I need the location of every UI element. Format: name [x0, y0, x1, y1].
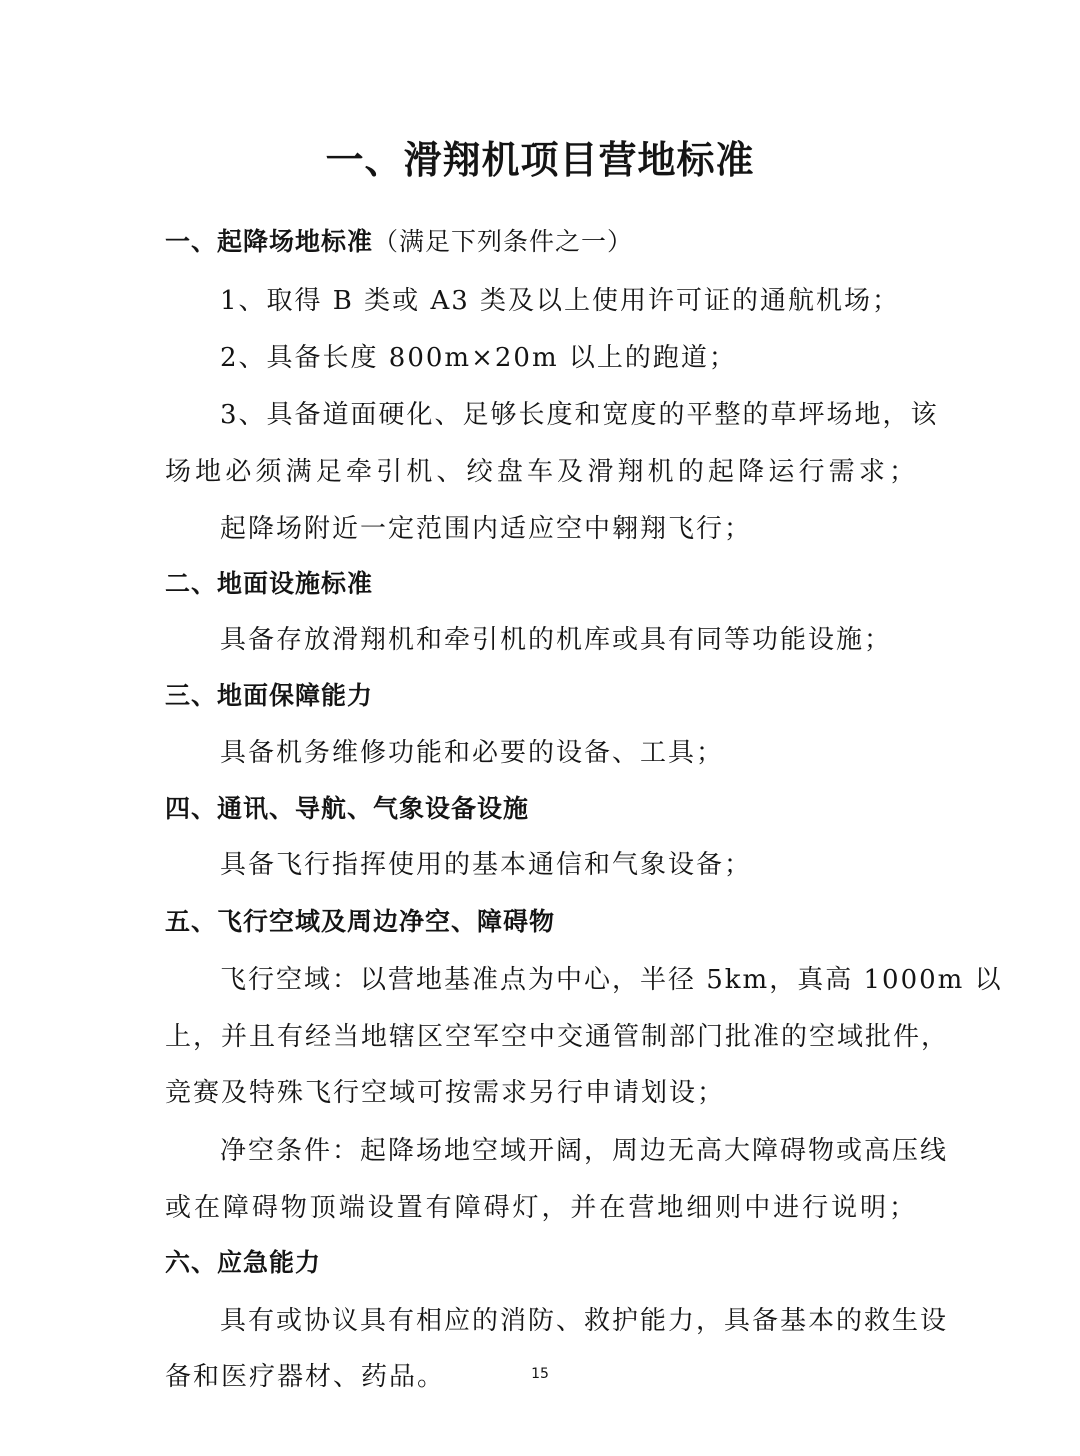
body-line: 上，并且有经当地辖区空军空中交通管制部门批准的空域批件， [165, 1022, 950, 1052]
body-line: 起降场附近一定范围内适应空中翱翔飞行； [220, 514, 753, 544]
body-line: 具备飞行指挥使用的基本通信和气象设备； [220, 850, 753, 880]
section-heading-ground-support: 三、地面保障能力 [165, 681, 374, 710]
body-line: 1、取得 B 类或 A3 类及以上使用许可证的通航机场； [220, 286, 901, 316]
section-heading-ground-facilities: 二、地面设施标准 [165, 569, 374, 598]
body-line: 3、具备道面硬化、足够长度和宽度的平整的草坪场地，该 [220, 400, 939, 430]
body-line: 具备机务维修功能和必要的设备、工具； [220, 738, 725, 768]
section-heading-text: 一、起降场地标准 [165, 227, 374, 256]
body-line: 净空条件：起降场地空域开阔，周边无高大障碍物或高压线 [220, 1136, 949, 1166]
page-title: 一、滑翔机项目营地标准 [325, 138, 755, 182]
section-heading-note: （满足下列条件之一） [373, 227, 634, 256]
page-number: 15 [531, 1366, 549, 1382]
body-line: 具备存放滑翔机和牵引机的机库或具有同等功能设施； [220, 625, 893, 655]
body-line: 竞赛及特殊飞行空域可按需求另行申请划设； [165, 1078, 726, 1108]
body-line: 备和医疗器材、药品。 [165, 1362, 446, 1392]
section-heading-communication: 四、通讯、导航、气象设备设施 [165, 794, 530, 823]
section-heading-airspace: 五、飞行空域及周边净空、障碍物 [165, 907, 556, 936]
body-line: 场地必须满足牵引机、绞盘车及滑翔机的起降运行需求； [165, 457, 917, 487]
body-line: 飞行空域：以营地基准点为中心，半径 5km，真高 1000m 以 [220, 965, 1003, 995]
section-heading-emergency: 六、应急能力 [165, 1248, 322, 1277]
body-line: 2、具备长度 800m×20m 以上的跑道； [220, 343, 737, 373]
section-heading-runway [165, 222, 633, 262]
body-line: 或在障碍物顶端设置有障碍灯，并在营地细则中进行说明； [165, 1193, 917, 1223]
body-line: 具有或协议具有相应的消防、救护能力，具备基本的救生设 [220, 1306, 949, 1336]
